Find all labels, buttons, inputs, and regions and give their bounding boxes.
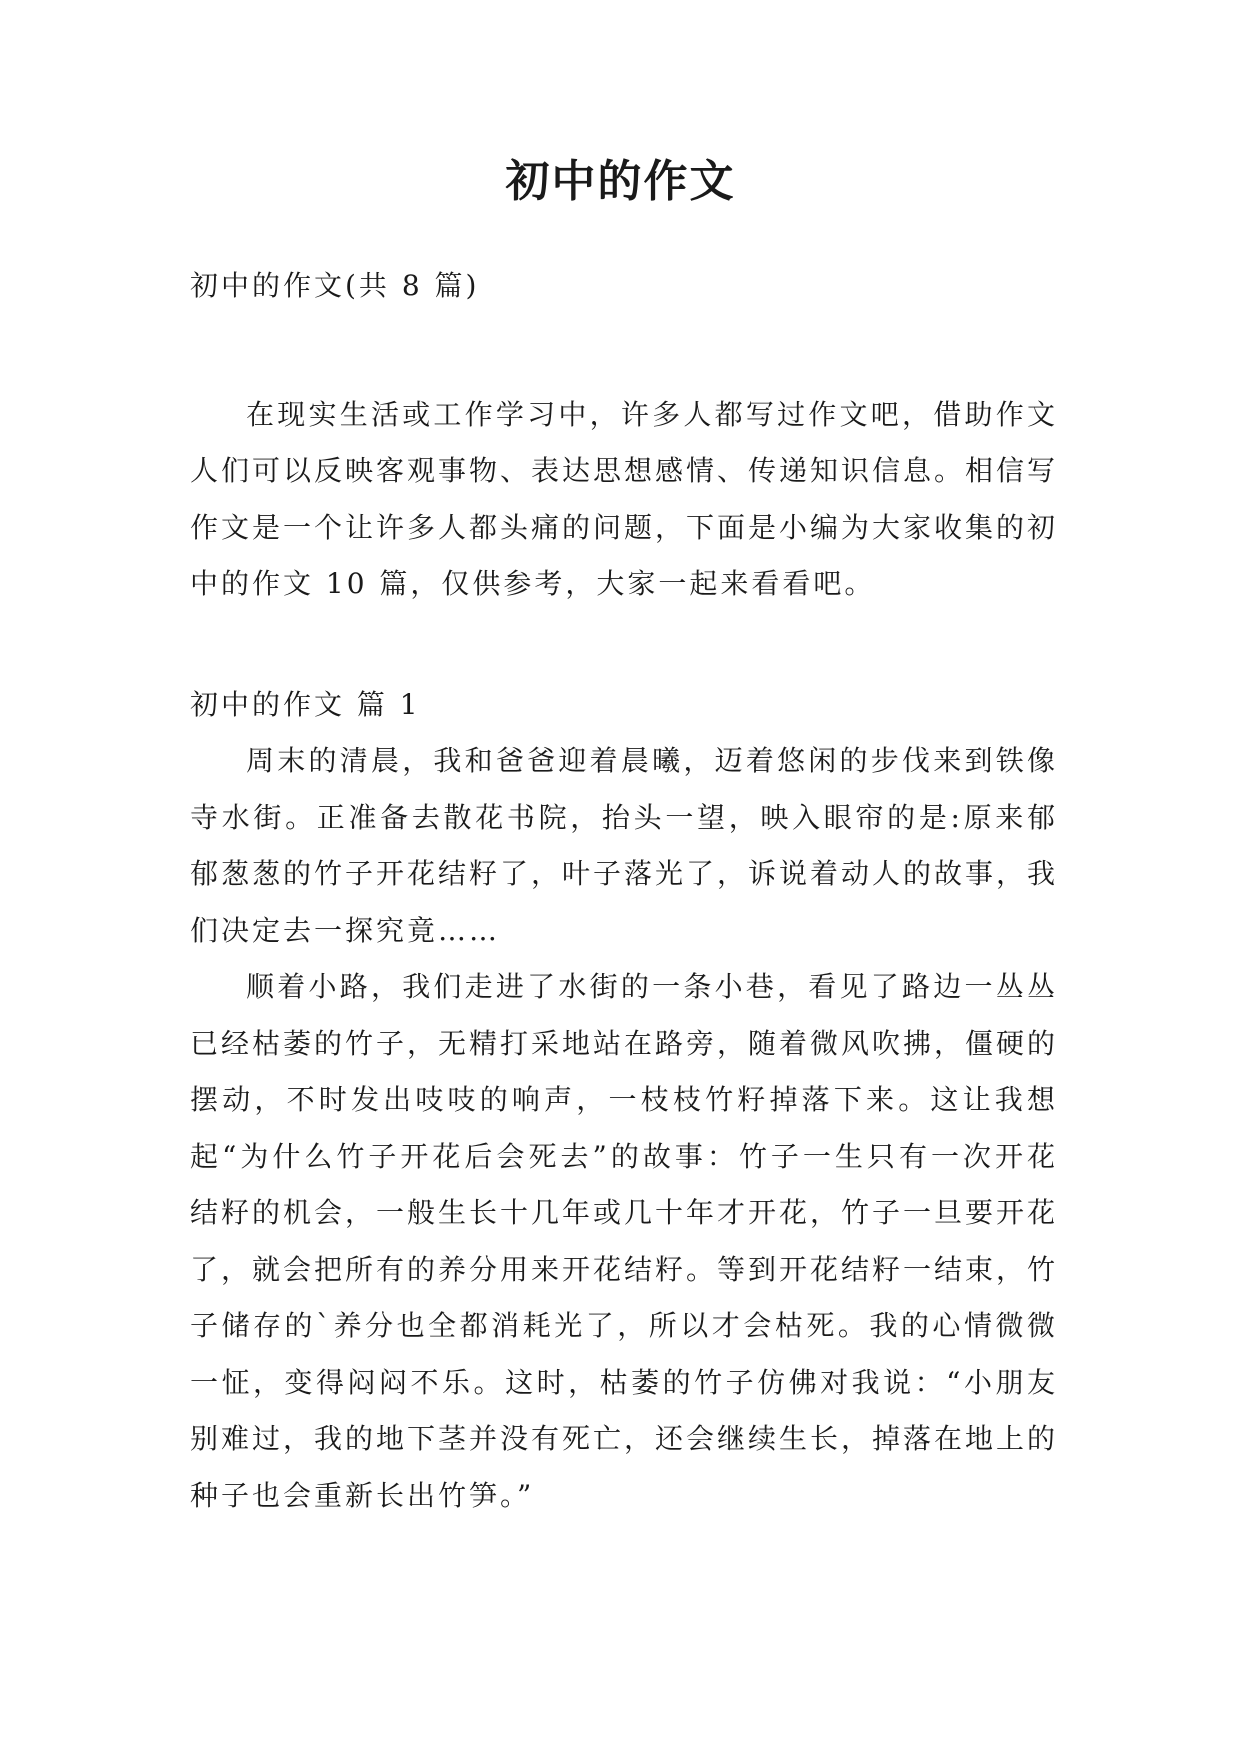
section-heading: 初中的作文 篇 1 [190,687,421,721]
intro-paragraph: 在现实生活或工作学习中，许多人都写过作文吧，借助作文人们可以反映客观事物、表达思想感情、传递知识信息。相信写作文是一个让许多人都头痛的问题，下面是小编为大家收集的初中的作文 10 篇，仅供参考，大家一起来看看吧。 [190,397,1059,600]
document-subtitle: 初中的作文(共 8 篇) [190,269,480,302]
body-paragraph: 周末的清晨，我和爸爸迎着晨曦，迈着悠闲的步伐来到铁像寺水街。正准备去散花书院，抬头一望，映入眼帘的是:原来郁郁葱葱的竹子开花结籽了，叶子落光了，诉说着动人的故事，我们决定去一探究竟…… [190,744,1059,947]
spacer [190,315,1058,387]
document-title: 初中的作文 [505,156,736,207]
body-paragraph: 顺着小路，我们走进了水街的一条小巷，看见了路边一丛丛已经枯萎的竹子，无精打采地站在路旁，随着微风吹拂，僵硬的摆动，不时发出吱吱的响声，一枝枝竹籽掉落下来。这让我想起“为什么竹子开花后会死去”的故事：竹子一生只有一次开花结籽的机会，一般生长十几年或几十年才开花，竹子一旦要开花了，就会把所有的养分用来开花结籽。等到开花结籽一结束，竹子储存的`养分也全都消耗光了，所以才会枯死。我的心情微微一怔，变得闷闷不乐。这时，枯萎的竹子仿佛对我说：“小朋友别难过，我的地下茎并没有死亡，还会继续生长，掉落在地上的种子也会重新长出竹笋。” [190,970,1059,1512]
document-body [190,258,1058,1524]
spacer [190,613,1058,677]
section-1 [190,677,1058,1525]
